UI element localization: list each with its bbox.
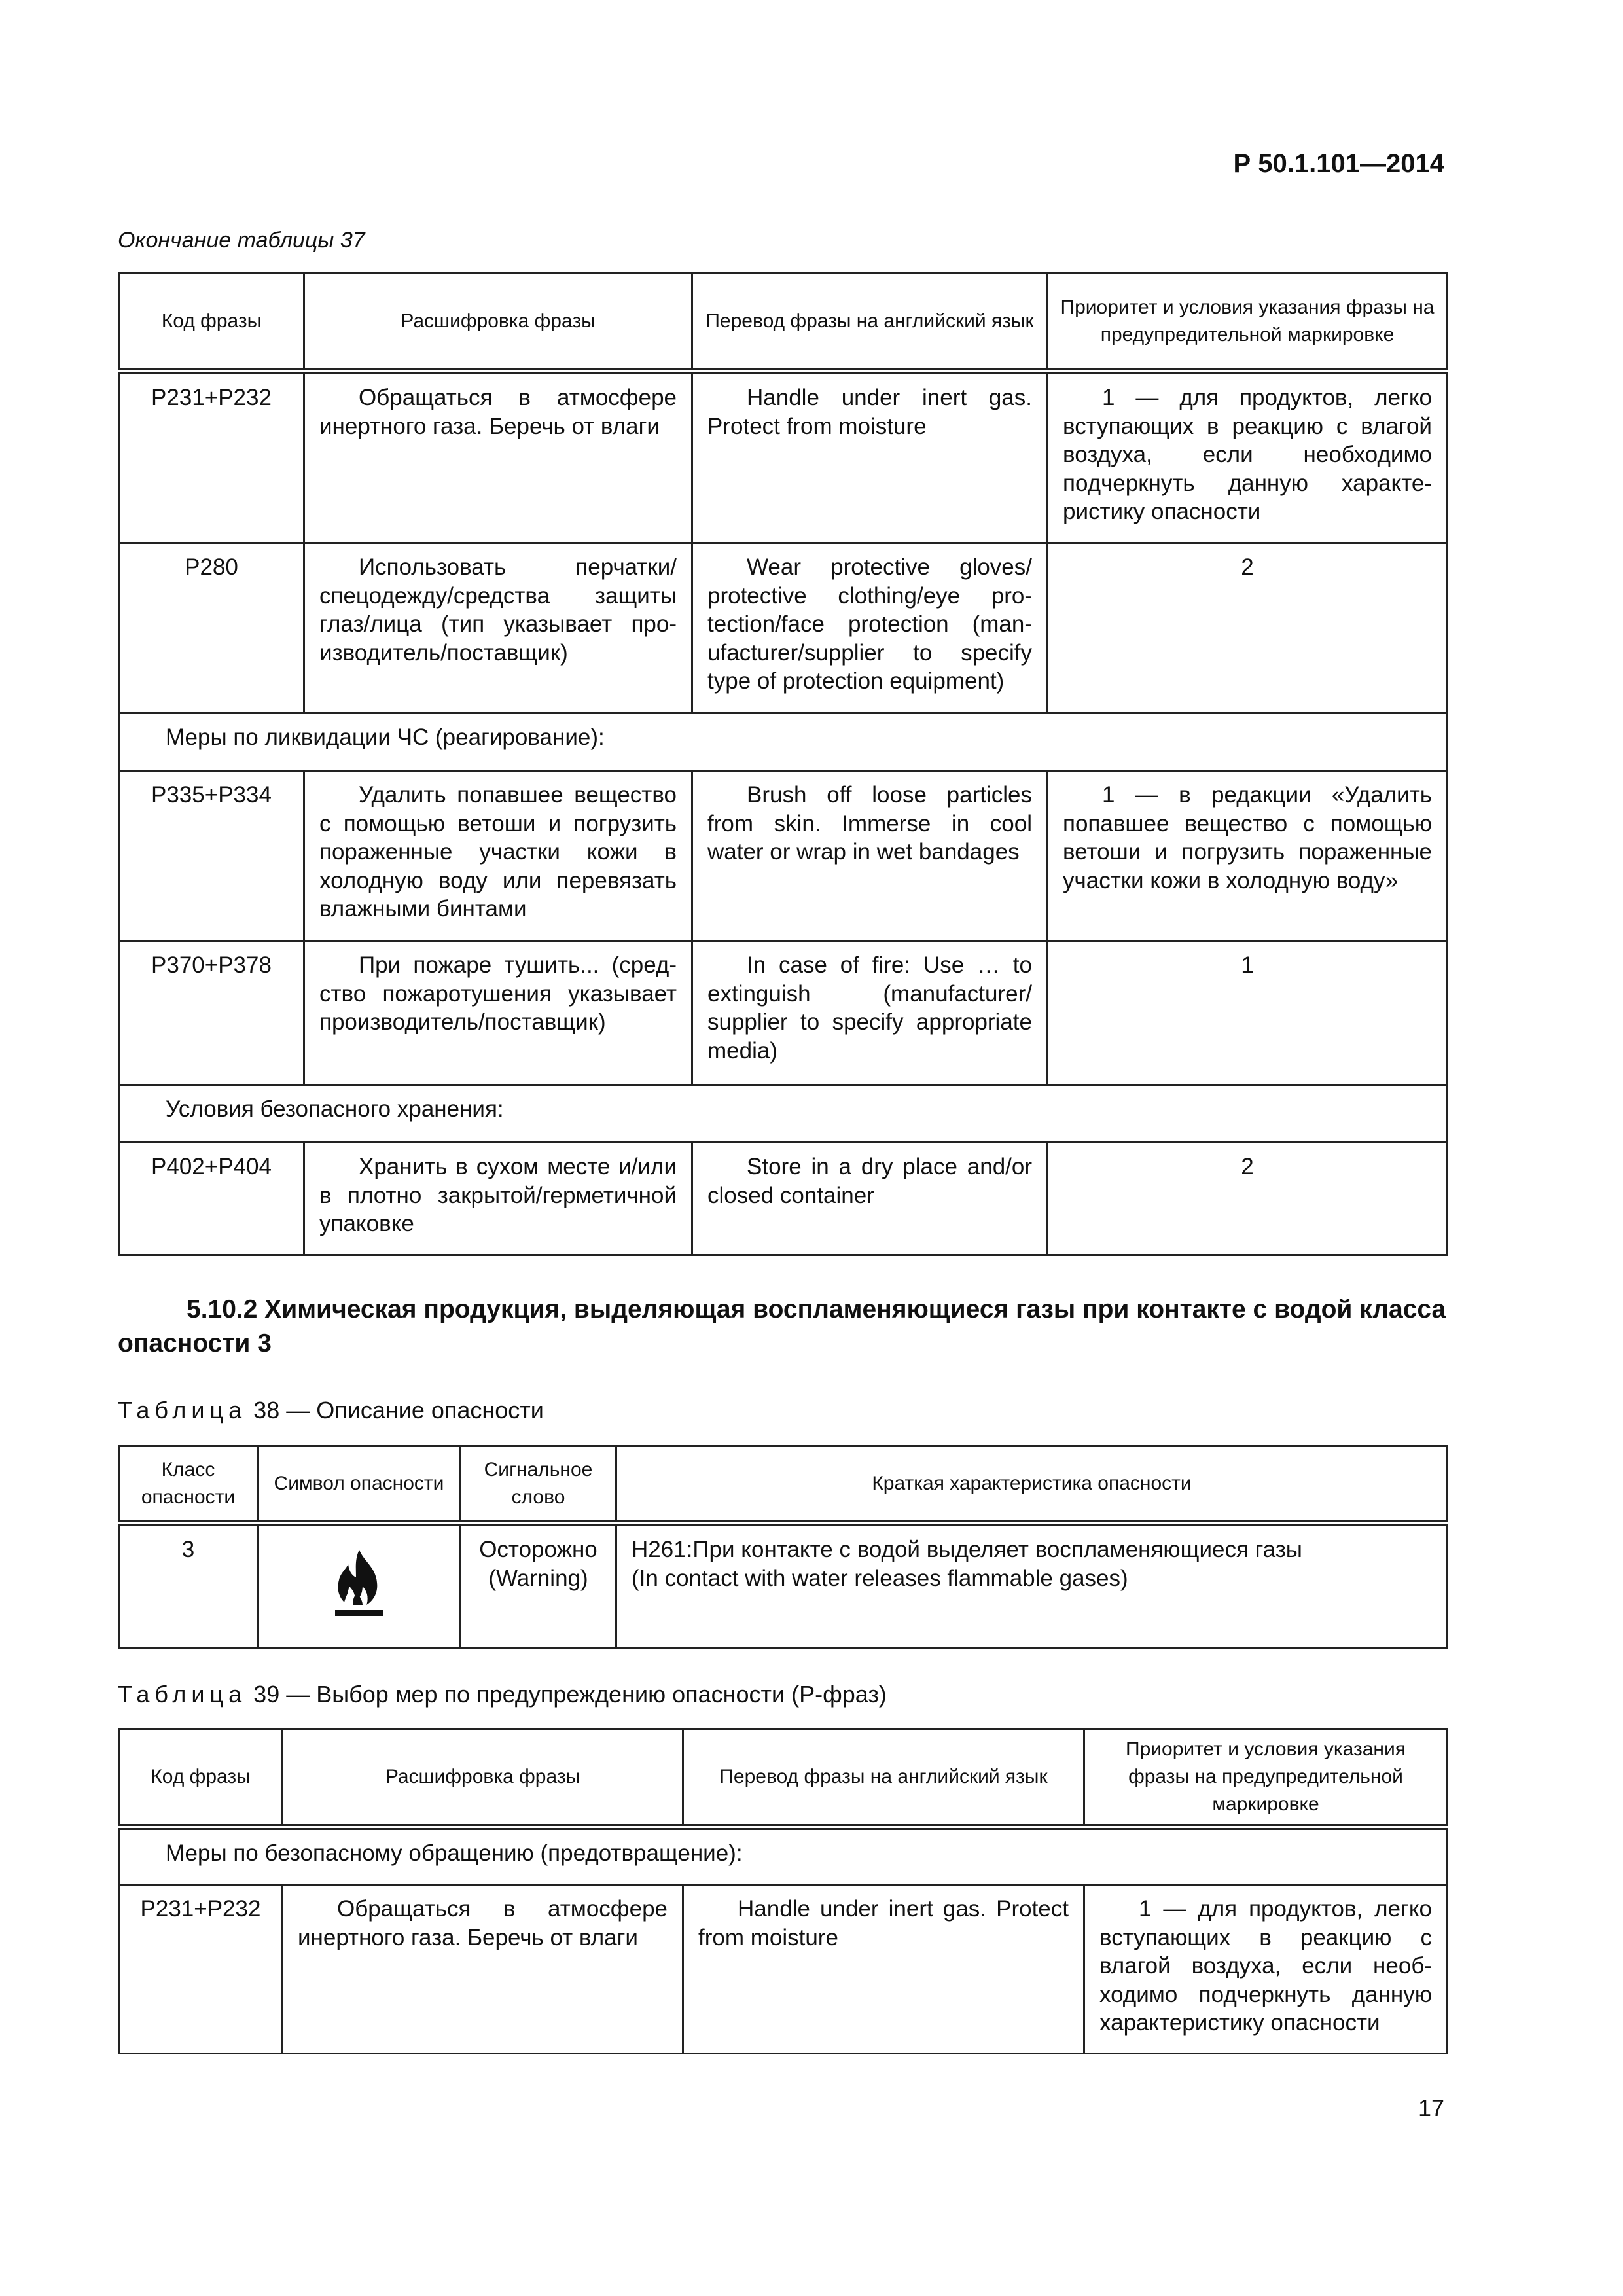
phrase-priority: 1 — для продуктов, легко вступающих в реакцию с влагой воздуха, если необходимо подчеркнуть данную характеристику опасности bbox=[1048, 372, 1448, 543]
phrase-en: Handle under inert gas. Protect from moisture bbox=[683, 1885, 1084, 2054]
column-header-en: Перевод фразы на английский язык bbox=[683, 1729, 1084, 1827]
table-row bbox=[119, 372, 1448, 543]
table-header-row bbox=[119, 1446, 1448, 1524]
table-continuation-label: Окончание таблицы 37 bbox=[118, 228, 365, 253]
document-code: Р 50.1.101—2014 bbox=[1233, 149, 1444, 178]
table-row bbox=[119, 543, 1448, 713]
table-39 bbox=[118, 1728, 1448, 2054]
phrase-priority: 1 bbox=[1048, 941, 1448, 1085]
phrase-ru: Удалить попавшее вещество с помощью ветоши и погрузить пораженные участки кожи в холодную воду или перевязать влажными бинтами bbox=[304, 771, 692, 941]
subsection-number: 5.10.2 bbox=[187, 1295, 258, 1323]
phrase-en: Handle under inert gas. Protect from moisture bbox=[692, 372, 1048, 543]
hazard-statement-cell bbox=[616, 1524, 1448, 1648]
phrase-ru: Хранить в сухом месте и/или в плотно закрытой/герметичной упаковке bbox=[304, 1143, 692, 1255]
section-label-storage: Условия безопасного хранения: bbox=[119, 1085, 1448, 1143]
phrase-en: Wear protective gloves/ protective clothing/eye protection/face protection (manufacturer/supplier to specify type of protection equipment) bbox=[692, 543, 1048, 713]
section-label-prevention: Меры по безопасному обращению (предотвращение): bbox=[119, 1827, 1448, 1885]
signal-word-ru: Осторожно bbox=[479, 1537, 597, 1562]
table-39-caption bbox=[118, 1681, 887, 1708]
table-header-row bbox=[119, 1729, 1448, 1827]
caption-text: 38 — Описание опасности bbox=[253, 1397, 544, 1424]
phrase-en: Brush off loose particles from skin. Immerse in cool water or wrap in wet bandages bbox=[692, 771, 1048, 941]
table-header-row bbox=[119, 274, 1448, 372]
table-row bbox=[119, 941, 1448, 1085]
phrase-code: P370+P378 bbox=[119, 941, 304, 1085]
table-section-row bbox=[119, 713, 1448, 771]
caption-word: Таблица bbox=[118, 1681, 247, 1708]
column-header-ru: Расшифровка фразы bbox=[283, 1729, 683, 1827]
column-header-code: Код фразы bbox=[119, 1729, 283, 1827]
hazard-class: 3 bbox=[119, 1524, 258, 1648]
phrase-ru: Обращаться в атмосфере инертного газа. Беречь от влаги bbox=[283, 1885, 683, 2054]
table-row bbox=[119, 1885, 1448, 2054]
signal-word-cell bbox=[461, 1524, 616, 1648]
subsection-heading bbox=[118, 1293, 1446, 1361]
hazard-symbol-cell bbox=[258, 1524, 461, 1648]
phrase-ru: Использовать перчатки/ спецодежду/средства защиты глаз/лица (тип указывает производитель/поставщик) bbox=[304, 543, 692, 713]
phrase-code: P280 bbox=[119, 543, 304, 713]
section-label-response: Меры по ликвидации ЧС (реагирование): bbox=[119, 713, 1448, 771]
table-38-caption bbox=[118, 1397, 544, 1424]
flame-icon bbox=[330, 1547, 389, 1619]
column-header-class: Класс опасности bbox=[119, 1446, 258, 1524]
column-header-signal: Сигнальное слово bbox=[461, 1446, 616, 1524]
table-section-row bbox=[119, 1085, 1448, 1143]
table-row bbox=[119, 1524, 1448, 1648]
table-row bbox=[119, 1143, 1448, 1255]
table-37 bbox=[118, 272, 1448, 1256]
phrase-priority: 1 — в редакции «Удалить попавшее вещество с помощью ветоши и погрузить пораженные участки кожи в холодную воду» bbox=[1048, 771, 1448, 941]
phrase-ru: Обращаться в атмосфере инертного газа. Беречь от влаги bbox=[304, 372, 692, 543]
phrase-en: Store in a dry place and/or closed container bbox=[692, 1143, 1048, 1255]
phrase-en: In case of fire: Use … to extinguish (manufacturer/ supplier to specify appropriate media) bbox=[692, 941, 1048, 1085]
column-header-priority: Приоритет и условия указания фразы на предупредительной маркировке bbox=[1084, 1729, 1448, 1827]
phrase-code: P335+P334 bbox=[119, 771, 304, 941]
phrase-priority: 1 — для продуктов, легко вступающих в реакцию с влагой воздуха, если необходимо подчеркнуть данную характеристику опасности bbox=[1084, 1885, 1448, 2054]
page-number: 17 bbox=[1418, 2094, 1444, 2121]
subsection-title: Химическая продукция, выделяющая воспламеняющиеся газы при контакте с водой класса опасности 3 bbox=[118, 1295, 1446, 1357]
hazard-statement-en: (In contact with water releases flammable gases) bbox=[632, 1565, 1128, 1591]
table-section-row bbox=[119, 1827, 1448, 1885]
phrase-code: P231+P232 bbox=[119, 372, 304, 543]
column-header-ru: Расшифровка фразы bbox=[304, 274, 692, 372]
phrase-ru: При пожаре тушить... (средство пожаротушения указывает производитель/поставщик) bbox=[304, 941, 692, 1085]
caption-word: Таблица bbox=[118, 1397, 247, 1424]
table-38 bbox=[118, 1445, 1448, 1649]
column-header-hazard: Краткая характеристика опасности bbox=[616, 1446, 1448, 1524]
phrase-priority: 2 bbox=[1048, 543, 1448, 713]
phrase-code: P402+P404 bbox=[119, 1143, 304, 1255]
hazard-statement-ru: H261:При контакте с водой выделяет воспламеняющиеся газы bbox=[632, 1537, 1302, 1562]
signal-word-en: (Warning) bbox=[488, 1565, 588, 1591]
column-header-priority: Приоритет и условия указания фразы на предупредительной маркировке bbox=[1048, 274, 1448, 372]
column-header-symbol: Символ опасности bbox=[258, 1446, 461, 1524]
phrase-code: P231+P232 bbox=[119, 1885, 283, 2054]
column-header-code: Код фразы bbox=[119, 274, 304, 372]
column-header-en: Перевод фразы на английский язык bbox=[692, 274, 1048, 372]
table-row bbox=[119, 771, 1448, 941]
phrase-priority: 2 bbox=[1048, 1143, 1448, 1255]
caption-text: 39 — Выбор мер по предупреждению опасности (Р-фраз) bbox=[253, 1681, 887, 1708]
